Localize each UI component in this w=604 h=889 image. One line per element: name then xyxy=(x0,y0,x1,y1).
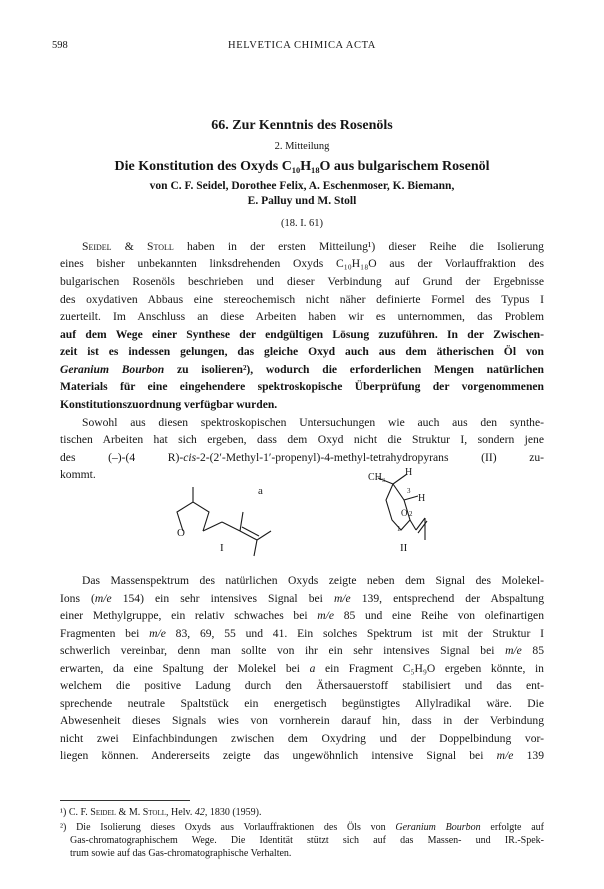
text-run: erfolgte auf xyxy=(480,822,544,833)
side-chain-bond-2 xyxy=(222,522,240,531)
locant-3: 3 xyxy=(407,487,411,495)
label-structure-II: II xyxy=(400,542,408,554)
footnote-line xyxy=(60,806,544,819)
locant-1: 1 xyxy=(397,525,401,533)
text-run: 139 xyxy=(513,749,544,762)
body-line xyxy=(60,431,544,449)
text-run: kommt. xyxy=(60,468,96,481)
authors-line-1: von C. F. Seidel, Dorothee Felix, A. Eschenmoser, K. Biemann, xyxy=(149,180,455,192)
received-date: (18. I. 61) xyxy=(281,218,323,229)
text-run: Seidel xyxy=(90,807,117,818)
journal-title: HELVETICA CHIMICA ACTA xyxy=(228,40,376,51)
propenyl-bond-1 xyxy=(410,520,416,530)
text-run: Ions ( xyxy=(60,592,95,605)
text-run: , Helv. xyxy=(166,807,195,818)
text-run: Abwesenheit dieses Signals wies von vornherein darauf hin, dass in der Verbindung xyxy=(60,714,544,727)
body-line xyxy=(60,291,544,309)
label-structure-I: I xyxy=(220,542,224,554)
text-run: des oxydativen Abbaus eine stereochemisch nicht näher definierte Formel des Typus I xyxy=(60,293,544,306)
text-run: eines bisher unbekannten linksdrehenden Oxyds C₁₀H₁₈O aus der Vorlauffraktion des xyxy=(60,257,544,270)
locant-2: 2 xyxy=(409,510,413,518)
text-run: m/e xyxy=(505,644,522,657)
structure-II xyxy=(378,474,427,540)
body-line xyxy=(60,396,544,414)
text-run: schwerlich vereinbar, denn man sollte von ihr ein sehr intensives Signal bei xyxy=(60,644,506,657)
text-run: Geranium Bourbon xyxy=(395,822,481,833)
text-run: a xyxy=(309,662,316,675)
body-line xyxy=(60,343,544,361)
text-run: zeit ist es indessen gelungen, das gleiche Oxyd auch aus dem ätherischen Öl von xyxy=(60,345,544,358)
text-run: 42 xyxy=(194,807,205,818)
body-line xyxy=(60,273,544,291)
text-run: ¹) C. F. xyxy=(60,807,91,818)
double-bond-a xyxy=(240,531,257,540)
text-run: Das Massenspektrum des natürlichen Oxyds zeigte neben dem Signal des Molekel- xyxy=(82,574,544,587)
propenyl-double-a xyxy=(416,518,425,530)
body-line xyxy=(60,414,544,432)
text-run: des (–)-(4 R)- xyxy=(60,451,184,464)
terminal-bond-1 xyxy=(254,540,257,556)
text-run: sprechende neutrale Spaltstück ein energetisch begünstigtes Allylradikal wäre. Die xyxy=(60,697,544,710)
body-line xyxy=(60,308,544,326)
text-run: 139, entsprechend der Abspaltung xyxy=(350,592,544,605)
side-chain-bond-3 xyxy=(240,512,243,531)
footnote-rule xyxy=(60,800,190,801)
footnote-line xyxy=(60,834,544,847)
structure-figure xyxy=(0,460,604,560)
body-line xyxy=(60,642,544,660)
propenyl-double-b xyxy=(418,521,427,533)
text-run: ein Fragment C₅H₉O ergeben könnte, in xyxy=(315,662,544,675)
h-right-bond xyxy=(404,496,418,500)
text-run: Gas-chromatographischem Wege. Die Identität stützt sich auf das Massen- und IR.-Spek- xyxy=(70,835,544,846)
footnote-line xyxy=(60,847,544,860)
body-line xyxy=(60,326,544,344)
text-run: tischen Arbeiten hat sich ergeben, dass dem Oxyd nicht die Struktur I, sondern jene xyxy=(60,433,544,446)
text-run: 83, 69, 55 und 41. Ein solches Spektrum ist mit der Struktur I xyxy=(165,627,544,640)
atom-CH3: CH₃ xyxy=(368,472,386,483)
body-line xyxy=(60,255,544,273)
text-run: m/e xyxy=(94,592,112,605)
text-run: liegen können. Andererseits zeigte das ungewöhnlich intensive Signal bei xyxy=(60,749,497,762)
bond-label-a: a xyxy=(258,485,263,497)
text-run: Stoll xyxy=(147,240,174,253)
footnote-line xyxy=(60,821,544,834)
body-line xyxy=(60,625,544,643)
text-run: Fragmenten bei xyxy=(60,627,150,640)
text-run: & M. xyxy=(116,807,143,818)
atom-H-top: H xyxy=(405,467,413,478)
text-run: m/e xyxy=(496,749,514,762)
text-run: zu isolieren²), wodurch die erforderlichen Mengen natürlichen xyxy=(164,363,544,376)
text-run: welchem die positive Ladung durch den Äthersauerstoff stabilisiert und das ent- xyxy=(60,679,544,692)
text-run: zuerteilt. Im Anschluss an diese Arbeiten haben wir es unternommen, das Problem xyxy=(60,310,544,323)
text-run: Sowohl aus diesen spektroskopischen Untersuchungen wie auch aus den synthe- xyxy=(82,416,544,429)
body-line xyxy=(60,747,544,765)
text-run: & xyxy=(111,240,147,253)
text-run: m/e xyxy=(317,609,335,622)
atom-O-I: O xyxy=(177,527,185,539)
text-run: , 1830 (1959). xyxy=(204,807,262,818)
text-run: 154) ein sehr intensives Signal bei xyxy=(111,592,334,605)
article-heading: Die Konstitution des Oxyds C₁₀H₁₈O aus bulgarischem Rosenöl xyxy=(114,159,490,174)
authors-line-2: E. Palluy und M. Stoll xyxy=(247,195,357,207)
text-run: cis xyxy=(183,451,197,464)
text-run: m/e xyxy=(333,592,351,605)
structure-I xyxy=(177,487,271,556)
body-line xyxy=(60,238,544,256)
running-header xyxy=(0,40,604,58)
text-run: m/e xyxy=(149,627,166,640)
body-line xyxy=(60,572,544,590)
body-line xyxy=(60,361,544,379)
atom-H-right: H xyxy=(418,493,426,504)
text-run: Geranium Bourbon xyxy=(60,363,165,376)
atom-O-II: O xyxy=(401,508,408,518)
body-line xyxy=(60,677,544,695)
text-run: 85 und eine Reihe von olefinartigen xyxy=(334,609,544,622)
text-run: ²) Die Isolierung dieses Oxyds aus Vorlauffraktionen des Öls von xyxy=(60,822,396,833)
body-line xyxy=(60,378,544,396)
text-run: -2-(2′-Methyl-1′-propenyl)-4-methyl-tetrahydropyrans (II) zu- xyxy=(196,451,544,464)
text-run: Konstitutionszuordnung verfügbar wurden. xyxy=(60,398,278,411)
article-title: 66. Zur Kenntnis des Rosenöls xyxy=(211,118,393,133)
body-line xyxy=(60,695,544,713)
body-line xyxy=(60,607,544,625)
body-line xyxy=(60,730,544,748)
article-subtitle: 2. Mitteilung xyxy=(274,141,330,152)
body-line xyxy=(60,590,544,608)
body-line xyxy=(60,660,544,678)
text-run: Materials für eine eingehendere spektroskopische Überprüfung der vorgenommenen xyxy=(60,380,544,393)
text-run: auf dem Wege einer Synthese der endgültigen Lösung zuzuführen. In der Zwischen- xyxy=(60,328,544,341)
text-run: einer Methylgruppe, ein relativ schwaches bei xyxy=(60,609,318,622)
text-run: Seidel xyxy=(82,240,112,253)
double-bond-b xyxy=(242,527,259,536)
text-run: haben in der ersten Mitteilung¹) dieser Reihe die Isolierung xyxy=(173,240,544,253)
text-run: 85 xyxy=(521,644,544,657)
text-run: trum sowie auf das Gas-chromatographische Verhalten. xyxy=(70,848,292,859)
text-run: nicht zwei Einfachbindungen zwischen dem Oxydring und der Doppelbindung vor- xyxy=(60,732,544,745)
text-run: erwarten, da eine Spaltung der Molekel bei xyxy=(60,662,310,675)
text-run: bulgarischen Rosenöls beschrieben und dieser Verbindung auf Grund der Ergebnisse xyxy=(60,275,544,288)
text-run: Stoll xyxy=(142,807,167,818)
page-number: 598 xyxy=(52,40,68,51)
body-line xyxy=(60,712,544,730)
